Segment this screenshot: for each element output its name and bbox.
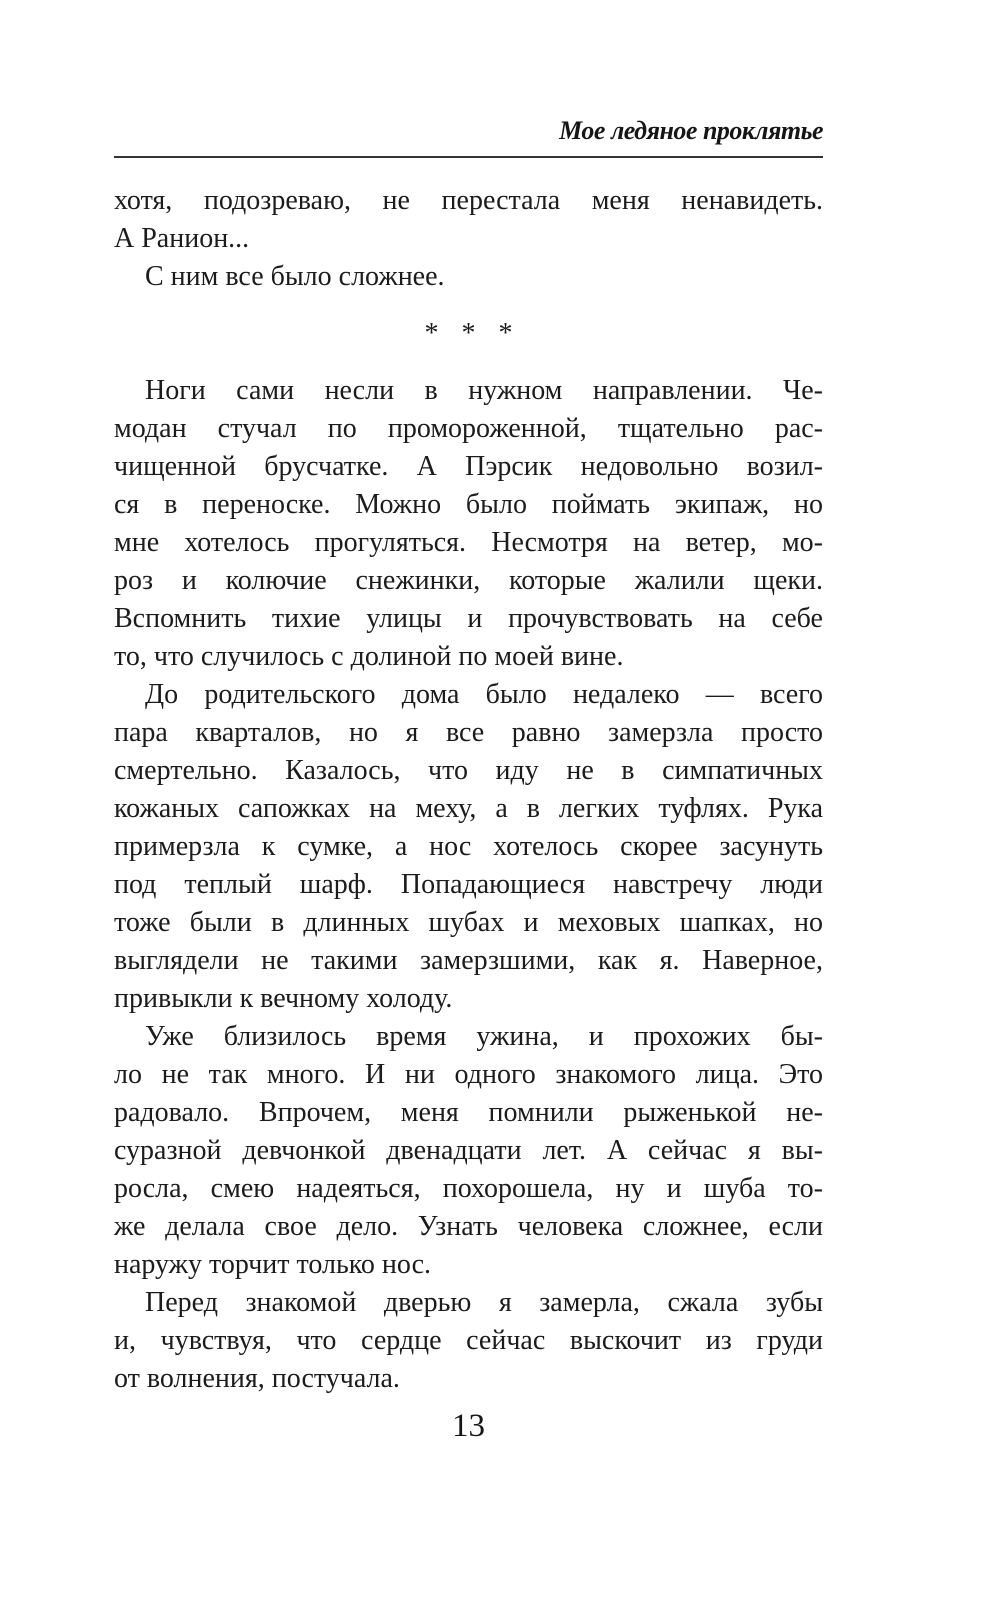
text-line: же делала свое дело. Узнать человека сложнее, если: [114, 1211, 823, 1242]
text-line: от волнения, постучала.: [114, 1363, 400, 1394]
text-line: тоже были в длинных шубах и меховых шапках, но: [114, 907, 823, 938]
text-line: С ним все было сложнее.: [145, 261, 445, 292]
text-line: чищенной брусчатке. А Пэрсик недовольно возил-: [114, 451, 823, 482]
body-text: [114, 182, 823, 1398]
text-line: под теплый шарф. Попадающиеся навстречу люди: [114, 869, 823, 900]
text-line: Ноги сами несли в нужном направлении. Че-: [145, 375, 823, 406]
text-line: примерзла к сумке, а нос хотелось скорее засунуть: [114, 831, 823, 862]
text-line: то, что случилось с долиной по моей вине.: [114, 641, 624, 672]
text-line: выглядели не такими замерзшими, как я. Наверное,: [114, 945, 823, 976]
page-number: 13: [452, 1408, 485, 1444]
text-block: [114, 116, 823, 1445]
separator-asterisks: * * *: [424, 318, 513, 349]
text-line: ло не так много. И ни одного знакомого лица. Это: [114, 1059, 823, 1090]
text-line: роз и колючие снежинки, которые жалили щеки.: [114, 565, 823, 596]
section-separator: [114, 296, 823, 372]
text-line: суразной девчонкой двенадцати лет. А сейчас я вы-: [114, 1135, 823, 1166]
text-line: росла, смею надеяться, похорошела, ну и шуба то-: [114, 1173, 823, 1204]
running-title: Мое ледяное проклятье: [559, 116, 823, 145]
text-line: Вспомнить тихие улицы и прочувствовать на себе: [114, 603, 823, 634]
text-line: радовало. Впрочем, меня помнили рыженькой не-: [114, 1097, 823, 1128]
text-line: смертельно. Казалось, что иду не в симпатичных: [114, 755, 823, 786]
text-line: кожаных сапожках на меху, а в легких туфлях. Рука: [114, 793, 823, 824]
text-line: ся в переноске. Можно было поймать экипаж, но: [114, 489, 823, 520]
text-line: наружу торчит только нос.: [114, 1249, 432, 1280]
text-line: А Ранион...: [114, 223, 250, 254]
text-line: привыкли к вечному холоду.: [114, 983, 453, 1014]
text-line: пара кварталов, но я все равно замерзла просто: [114, 717, 823, 748]
text-line: Перед знакомой дверью я замерла, сжала зубы: [145, 1287, 823, 1318]
text-line: и, чувствуя, что сердце сейчас выскочит из груди: [114, 1325, 823, 1356]
text-line: модан стучал по промороженной, тщательно рас-: [114, 413, 823, 444]
text-line: До родительского дома было недалеко — всего: [145, 679, 823, 710]
header-rule: [114, 156, 823, 158]
text-line: мне хотелось прогуляться. Несмотря на ветер, мо-: [114, 527, 823, 558]
text-line: хотя, подозреваю, не перестала меня ненавидеть.: [114, 185, 823, 216]
text-line: Уже близилось время ужина, и прохожих бы-: [145, 1021, 823, 1052]
